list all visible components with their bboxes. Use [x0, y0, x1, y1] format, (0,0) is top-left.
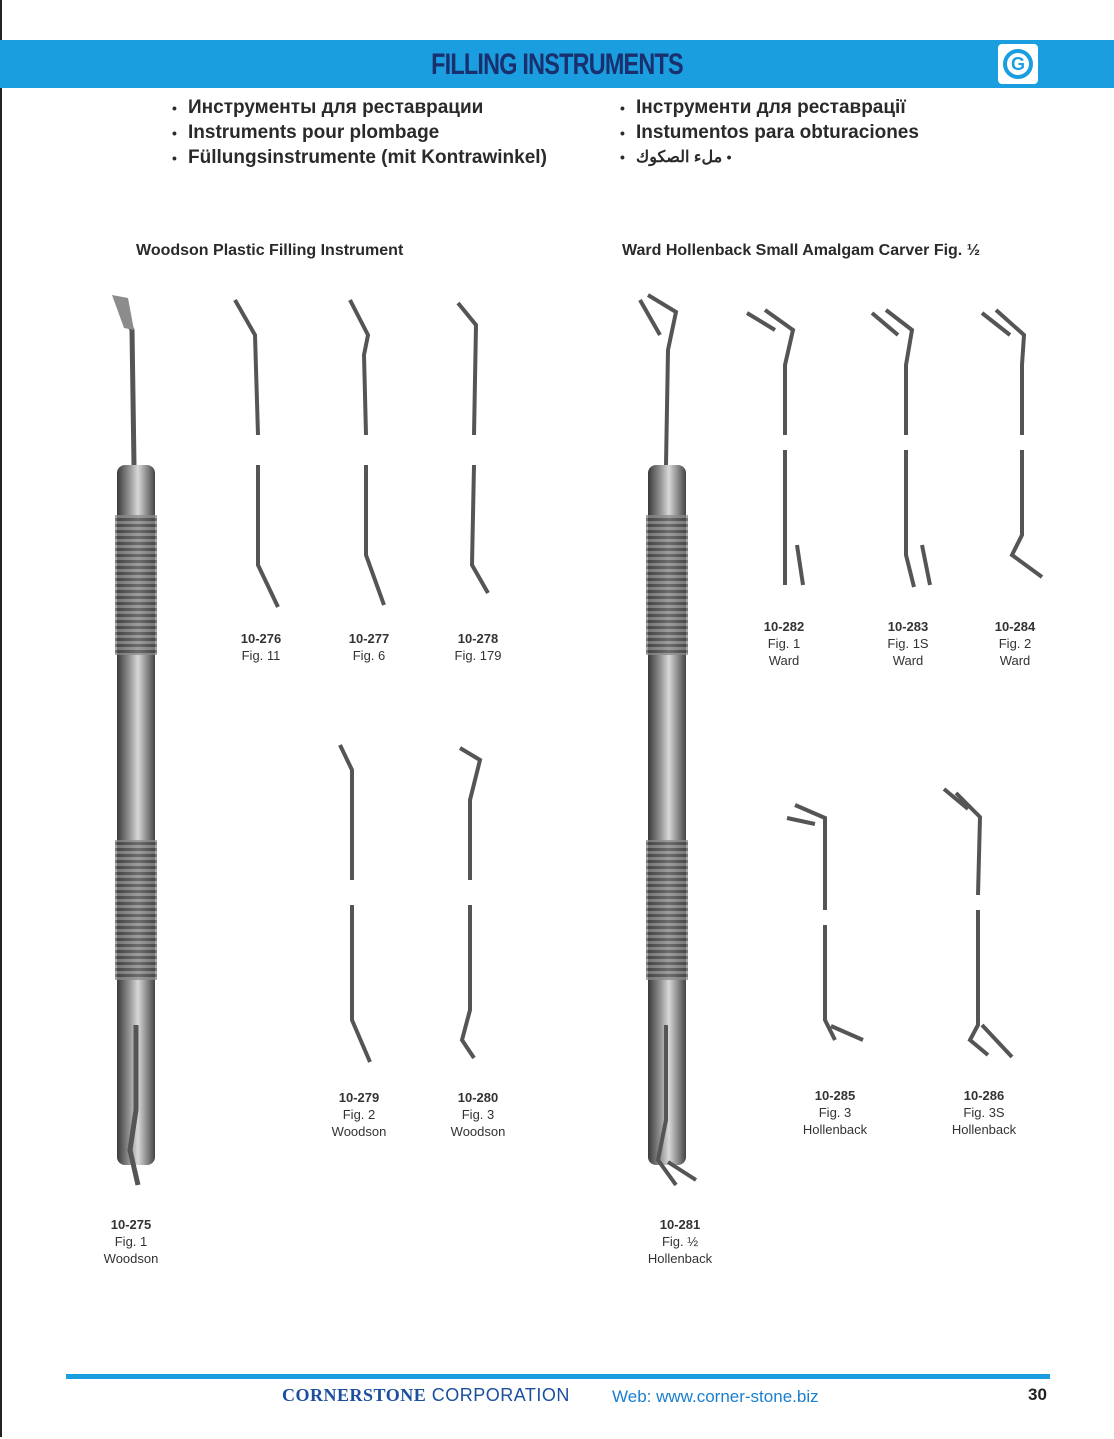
product-label-10-283: 10-283 Fig. 1S Ward — [887, 619, 929, 668]
product-label-10-280: 10-280 Fig. 3 Woodson — [450, 1090, 506, 1139]
instrument-10-284-image — [978, 305, 1048, 595]
languages-left — [172, 95, 547, 170]
page-title: FILLING INSTRUMENTS — [431, 48, 683, 81]
instrument-10-278-image — [450, 295, 510, 615]
language-line: • Instumentos para obturaciones — [620, 122, 919, 143]
instrument-10-277-image — [340, 295, 400, 615]
instrument-10-276-image — [230, 295, 290, 615]
product-label-10-281: 10-281 Fig. ½ Hollenback — [647, 1217, 713, 1266]
language-line: • Füllungsinstrumente (mit Kontrawinkel) — [172, 147, 547, 168]
instrument-10-279-image — [330, 740, 390, 1070]
languages-right — [620, 95, 919, 170]
instrument-10-285-image — [785, 800, 865, 1060]
footer-corporation: CORNERSTONE CORPORATION — [282, 1385, 570, 1405]
footer-line — [66, 1374, 1050, 1379]
product-label-10-284: 10-284 Fig. 2 Ward — [994, 619, 1036, 668]
language-line: • ملء الصكوك • — [620, 149, 732, 166]
product-label-10-279: 10-279 Fig. 2 Woodson — [331, 1090, 387, 1139]
instrument-10-282-image — [745, 305, 815, 595]
product-label-10-275: 10-275 Fig. 1 Woodson — [103, 1217, 159, 1266]
product-label-10-276: 10-276 Fig. 11 — [240, 631, 282, 663]
product-label-10-285: 10-285 Fig. 3 Hollenback — [802, 1088, 868, 1137]
product-label-10-278: 10-278 Fig. 179 — [454, 631, 502, 663]
instrument-10-286-image — [940, 785, 1020, 1065]
instrument-10-281-image — [630, 290, 710, 1190]
language-line: • Інструменти для реставрації — [620, 97, 906, 118]
section-title-woodson: Woodson Plastic Filling Instrument — [136, 242, 404, 259]
cornerstone-logo-icon: G — [998, 44, 1038, 84]
instrument-10-275-image — [100, 290, 170, 1190]
footer-web-link[interactable]: Web: www.corner-stone.biz — [612, 1387, 819, 1406]
instrument-10-280-image — [450, 740, 510, 1070]
product-label-10-286: 10-286 Fig. 3S Hollenback — [951, 1088, 1017, 1137]
product-label-10-282: 10-282 Fig. 1 Ward — [763, 619, 805, 668]
product-label-10-277: 10-277 Fig. 6 — [348, 631, 390, 663]
section-title-ward-hollenback: Ward Hollenback Small Amalgam Carver Fig. ½ — [622, 242, 981, 259]
instrument-10-283-image — [870, 305, 940, 595]
language-line: • Instruments pour plombage — [172, 122, 440, 143]
page-number: 30 — [1028, 1385, 1047, 1404]
language-line: • Инструменты для реставрации — [172, 97, 484, 118]
